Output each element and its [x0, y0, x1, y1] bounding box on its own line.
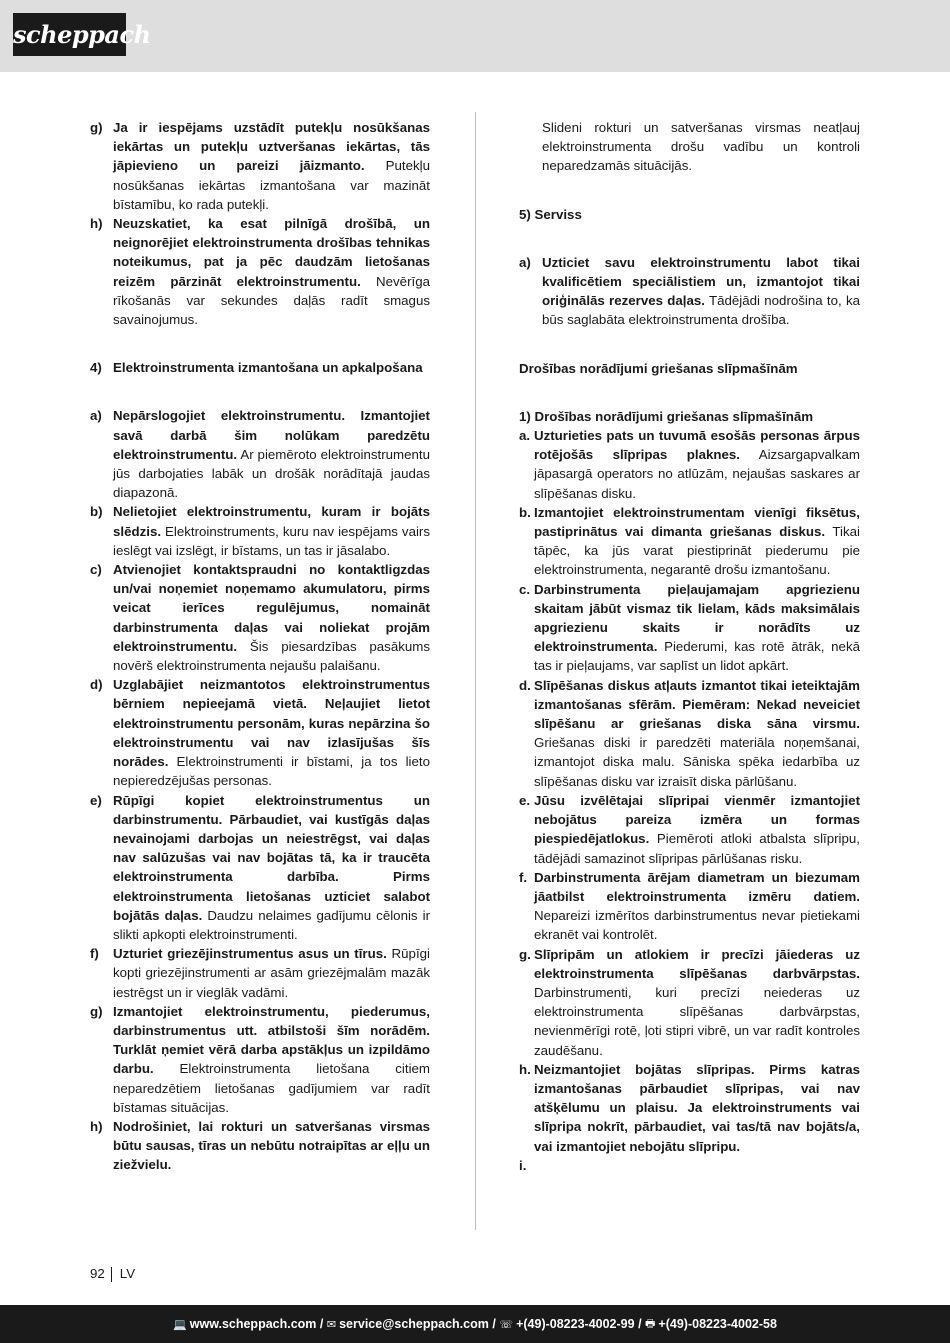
section-4-item: [90, 791, 430, 945]
section-4-heading: [90, 358, 430, 377]
section-5-heading: 5) Serviss: [519, 206, 582, 222]
grinder-item-bold: Darbinstrumenta pieļaujamajam apgriezienu skaitam jābūt vismaz tik lielam, kāds maksimālais apgriezienu skaits ir norādīts uz elektroinstrumenta.: [534, 581, 860, 655]
page-number-separator: [111, 1267, 112, 1282]
section-4-item: [90, 502, 430, 560]
section-4-item: [90, 406, 430, 502]
footer-email[interactable]: service@scheppach.com: [339, 1317, 489, 1331]
fax-icon: 🖶: [645, 1317, 656, 1330]
grinder-item-label: b.: [519, 504, 531, 520]
section-4-item-bold: Uzturiet griezējinstrumentus asus un tīrus.: [113, 946, 387, 962]
section-4-item-bold: Rūpīgi kopiet elektroinstrumentus un darbinstrumentu. Pārbaudiet, vai kustīgās daļas nevainojami darbojas un neiestrēgst, vai daļas nav salūzušas vai nav bojātas tā, ka ir traucēta elektroinstrumenta darbība. Pirms elektroinstrumenta lietošanas uzticiet salabot bojātās daļas.: [113, 792, 430, 923]
left-top-item-bold: Neuzskatiet, ka esat pilnīgā drošībā, un neignorējiet elektroinstrumenta drošības tehnikas noteikumus, pat ja pēc daudzām lietošanas reizēm pārzināt elektroinstrumentu.: [113, 216, 430, 289]
section-4-item-bold: Izmantojiet elektroinstrumentu, piederumus, darbinstrumentus utt. atbilstoši šīm norādēm. Turklāt ņemiet vērā darba apstākļus un izpildāmo darbu.: [113, 1003, 430, 1077]
grinder-item-text: Aizsargapvalkam jāpasargā operators no atlūzām, nejaušas saskares ar slīpēšanas disku.: [534, 447, 860, 501]
right-column: [519, 118, 860, 1173]
left-top-list: [90, 118, 430, 329]
left-column: [90, 118, 430, 1175]
section-4-item-bold: Atvienojiet kontaktspraudni no kontaktligzdas un/vai noņemiet noņemamo akumulatoru, pirms veicat ierīces regulējumus, nomaināt darbinstrumenta daļas vai noliekat projām elektroinstrumentu.: [113, 562, 430, 654]
section-4-item-text: Elektroinstrumenti ir bīstami, ja tos lieto nepieredzējušas personas.: [113, 754, 430, 789]
section-4-item-label: c): [90, 562, 102, 578]
mail-icon: ✉: [326, 1318, 337, 1331]
grinder-item-text: Darbinstrumenti, kuri precīzi neiederas uz elektroinstrumenta slīpēšanas darbvārpstas, nevienmērīgi rotē, ļoti stipri vibrē, un var radīt kontroles zaudēšanu.: [534, 984, 860, 1058]
grinder-item-text: Griešanas diski ir paredzēti materiāla noņemšanai, izmantojot diska malu. Sāniska spēka iedarbība uz slīpēšanas disku var izraisīt diska pārlūšanu.: [534, 735, 860, 789]
section-4-item-bold: Nepārslogojiet elektroinstrumentu. Izmantojiet savā darbā šim nolūkam paredzētu elektroinstrumentu.: [113, 408, 430, 462]
left-top-item-text: Putekļu nosūkšanas iekārtas izmantošana var mazināt bīstamību, ko rada putekļi.: [113, 158, 431, 212]
section-4-item: [90, 1002, 430, 1117]
grinder-heading: Drošības norādījumi griešanas slīpmašīnām: [519, 360, 798, 376]
grinder-item: [519, 676, 860, 791]
section-4-item-bold: Nelietojiet elektroinstrumentu, kuram ir bojāts slēdzis.: [113, 504, 430, 539]
footer-phone: +(49)-08223-4002-99: [516, 1317, 635, 1331]
section-4-item-text: Ar piemēroto elektroinstrumentu jūs darbojaties labāk un drošāk norādītajā jaudas diapazonā.: [113, 446, 430, 501]
grinder-item-bold: Jūsu izvēlētajai slīpripai vienmēr izmantojiet nebojātus pareiza izmēra un formas piespiedējatlokus.: [534, 792, 860, 847]
section-4-item-text: Daudzu nelaimes gadījumu cēlonis ir slikti apkopti elektroinstrumenti.: [113, 907, 430, 942]
left-top-item-label: h): [90, 216, 103, 232]
section-4-item-bold: Nodrošiniet, lai rokturi un satveršanas virsmas būtu sausas, tīras un nebūtu notraipītas ar eļļu un ziežvielu.: [113, 1118, 430, 1173]
service-item-text: Tādējādi nodrošina to, ka būs saglabāta elektroinstrumenta drošība.: [542, 293, 860, 328]
left-top-item-label: g): [90, 120, 103, 135]
grinder-item-bold: Uzturieties pats un tuvumā esošās personas ārpus rotējošās slīpripas plaknes.: [534, 428, 860, 463]
grinder-item: [519, 1060, 860, 1156]
grinder-item-bold: Neizmantojiet bojātas slīpripas. Pirms katras izmantošanas pārbaudiet slīpripas, vai nav atšķēlumu un plaisu. Ja elektroinstruments vai slīpripa nokrīt, pārbaudiet, vai tas/tā nav bojāts/a, vai izmantojiet nebojātu slīpripu.: [534, 1061, 860, 1154]
grinder-item-text: Nepareizi izmērītos darbinstrumentus nevar pietiekami ekranēt vai kontrolēt.: [534, 908, 860, 943]
grinder-item: [519, 503, 860, 580]
section-4-item-label: e): [90, 792, 102, 808]
grinder-list: [519, 426, 860, 1173]
header-band: [0, 0, 950, 72]
service-item: [519, 253, 860, 330]
section-4-item: [90, 675, 430, 790]
left-top-item-bold: Ja ir iespējams uzstādīt putekļu nosūkšanas iekārtas un putekļu uztveršanas iekārtas, tās jāpievieno un pareizi jāizmanto.: [113, 120, 430, 174]
section-4-item-label: h): [90, 1118, 103, 1134]
section-4-item-text: Šis piesardzības pasākums novērš elektroinstrumenta nejaušu palaišanu.: [113, 638, 430, 674]
grinder-subheading: 1) Drošības norādījumi griešanas slīpmašīnām: [519, 408, 814, 424]
column-divider: [475, 112, 476, 1230]
section-4-item-text: Elektroinstruments, kuru nav iespējams vairs ieslēgt vai izslēgt, ir bīstams, un tas ir jāsalabo.: [113, 523, 430, 558]
section-4-number: 4): [90, 360, 102, 376]
grinder-item-text: Tikai tāpēc, ka jūs varat piestiprināt piederumu pie elektroinstrumenta, negarantē drošu izmantošanu.: [534, 524, 860, 578]
grinder-item-label: d.: [519, 677, 531, 693]
grinder-item-label: c.: [519, 581, 531, 597]
grinder-item-bold: Darbinstrumenta ārējam diametram un biezumam jāatbilst elektroinstrumenta izmēru datiem.: [534, 869, 860, 904]
footer-band: 💻 www.scheppach.com / ✉ service@scheppach.com / ☏ +(49)-08223-4002-99 / 🖶 +(49)-08223-4002-58: [0, 1305, 950, 1343]
section-4-item-label: f): [90, 946, 99, 962]
section-4-item: [90, 560, 430, 675]
grinder-item: [519, 868, 860, 945]
section-4-title: Elektroinstrumenta izmantošana un apkalpošana: [113, 360, 423, 376]
grinder-item-label: f.: [519, 869, 528, 885]
footer-website[interactable]: www.scheppach.com: [189, 1317, 317, 1331]
grinder-item: [519, 945, 860, 1060]
grinder-item-label: a.: [519, 428, 531, 444]
section-4-list: [90, 406, 430, 1174]
grinder-item-label: g.: [519, 946, 531, 962]
grinder-item: [519, 791, 860, 868]
section-4-item-text: Elektroinstrumenta lietošana citiem neparedzētiem lietošanas gadījumiem var radīt bīstamas situācijas.: [113, 1061, 430, 1115]
grinder-item-bold: Izmantojiet elektroinstrumentam vienīgi fiksētus, pastiprinātus vai dimanta griešanas diskus.: [534, 504, 860, 540]
section-4-item-text: Rūpīgi kopti griezējinstrumenti ar asām griezējmalām mazāk iestrēgst un ir vieglāk vadāmi.: [113, 946, 430, 1000]
grinder-item-bold: Slīpripām un atlokiem ir precīzi jāiederas uz elektroinstrumenta slīpēšanas darbvārpstas.: [534, 946, 860, 981]
grinder-item-label: e.: [519, 792, 531, 808]
left-top-item-text: Nevērīga rīkošanās var sekundes daļās radīt smagus savainojumus.: [113, 273, 430, 328]
left-top-item: [90, 118, 430, 214]
computer-icon: 💻: [173, 1318, 187, 1331]
continued-paragraph: Slideni rokturi un satveršanas virsmas neatļauj elektroinstrumenta drošu vadību un kontroli neparedzamās situācijās.: [542, 120, 860, 174]
page-language: LV: [119, 1266, 136, 1281]
page-number-value: 92: [90, 1266, 105, 1281]
section-4-item-label: a): [90, 408, 102, 424]
grinder-item-label: i.: [519, 1157, 527, 1173]
grinder-item-bold: Slīpēšanas diskus atļauts izmantot tikai ieteiktajām izmantošanas sfērām. Piemēram: Nekad neveiciet slīpēšanu ar griešanas diska sāna virsmu.: [534, 677, 860, 732]
grinder-item-label: h.: [519, 1061, 531, 1077]
grinder-item-text: Piederumi, kas rotē ātrāk, nekā tas ir pieļaujams, var saplīst un lidot apkārt.: [534, 639, 860, 674]
section-4-item: [90, 1117, 430, 1175]
scheppach-logo: scheppach: [13, 13, 126, 56]
page-number: [90, 1265, 135, 1283]
section-4-item: [90, 944, 430, 1002]
service-item-label: a): [519, 254, 531, 270]
service-item-bold: Uzticiet savu elektroinstrumentu labot tikai kvalificētiem speciālistiem un, izmantojot tikai oriģinālās rezerves daļas.: [542, 254, 860, 309]
grinder-item-text: Piemēroti atloki atbalsta slīpripu, tādējādi samazinot slīpripas pārlūšanas risku.: [534, 831, 860, 866]
section-4-item-label: g): [90, 1003, 103, 1019]
footer-fax: +(49)-08223-4002-58: [658, 1317, 777, 1331]
section-4-item-label: d): [90, 677, 103, 693]
grinder-item: [519, 426, 860, 503]
section-4-item-label: b): [90, 504, 103, 520]
phone-icon: ☏: [499, 1318, 514, 1331]
section-4-item-bold: Uzglabājiet neizmantotos elektroinstrumentus bērniem nepieejamā vietā. Neļaujiet lietot elektroinstrumentu personām, kuras nepārzina šo elektroinstrumentu vai nav izlasījušas šīs norādes.: [113, 677, 430, 770]
left-top-item: [90, 214, 430, 329]
grinder-item: [519, 580, 860, 676]
